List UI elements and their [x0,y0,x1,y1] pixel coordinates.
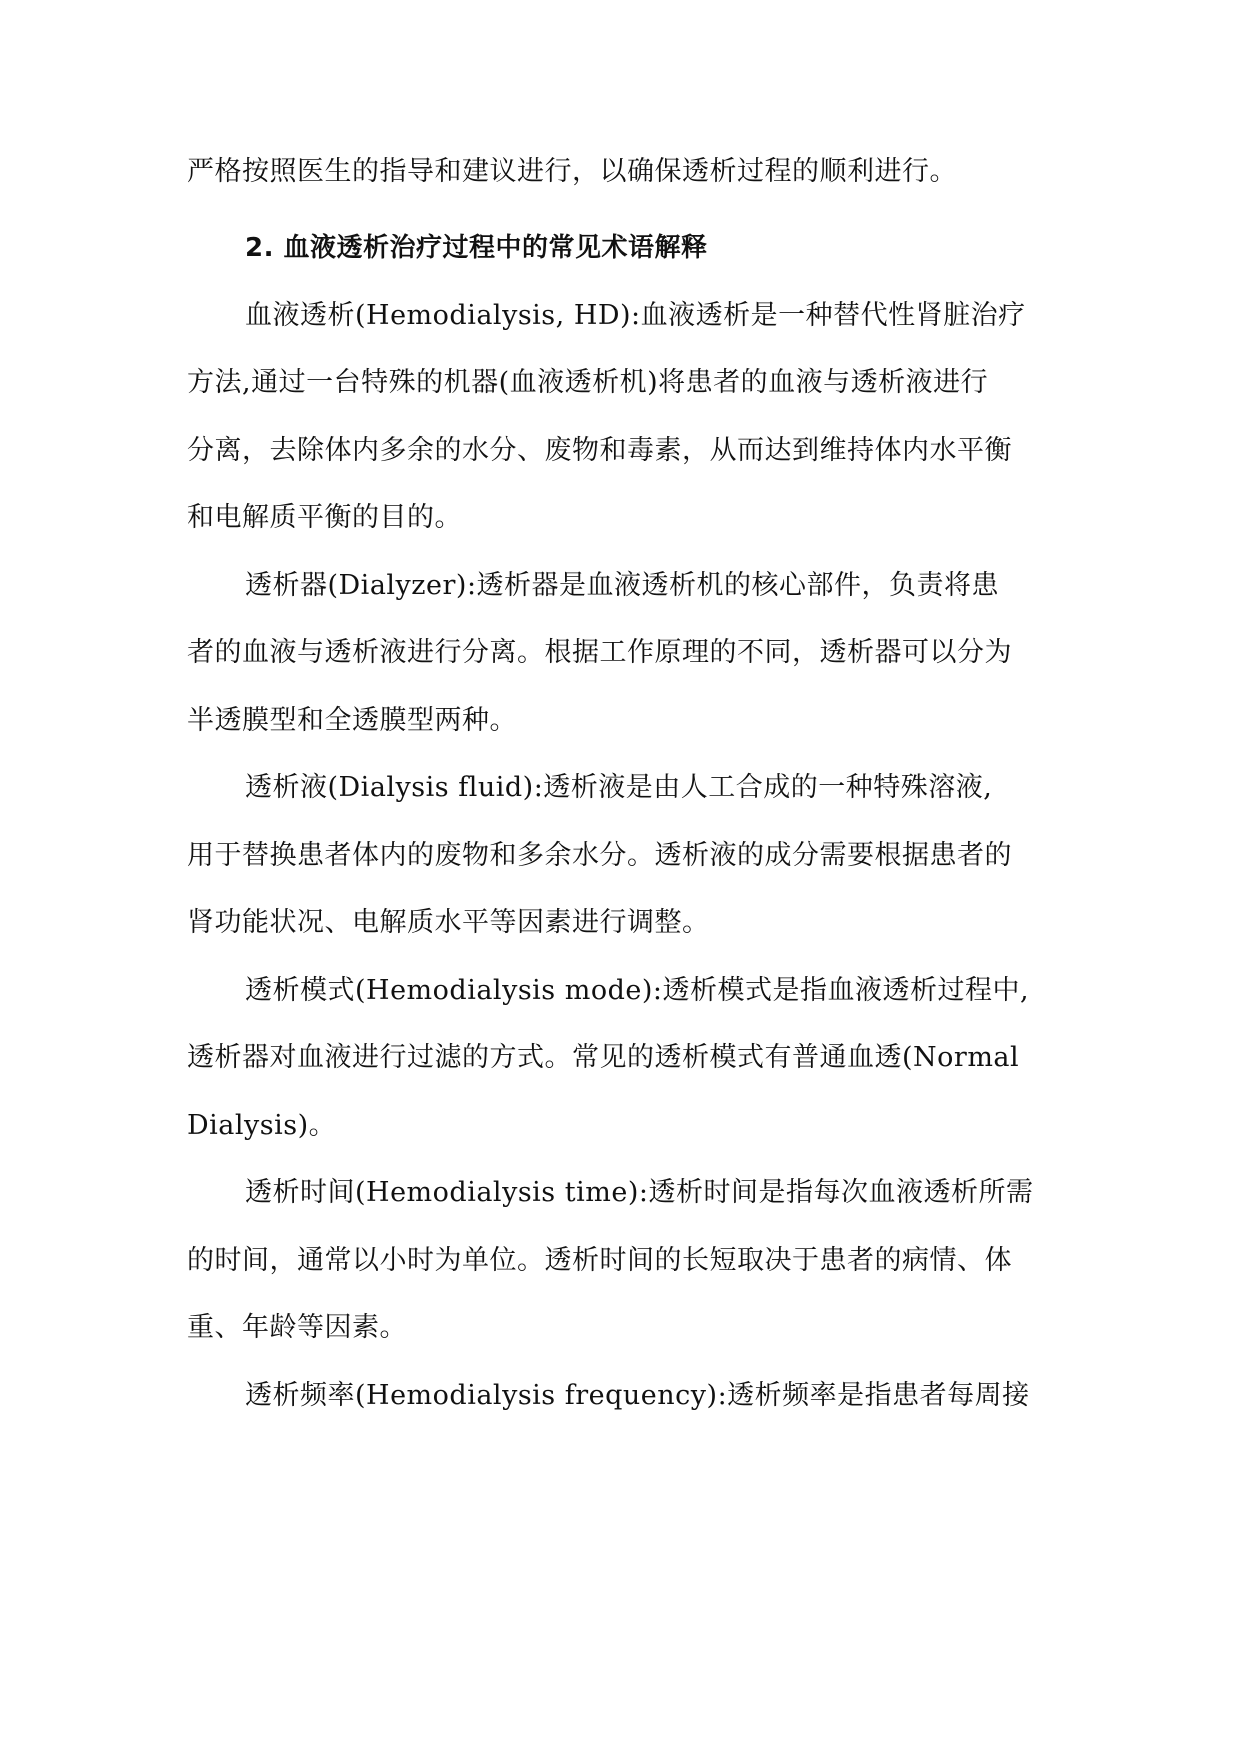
text-line: 和电解质平衡的目的。 [187,502,462,533]
text-line: 透析时间(Hemodialysis time):透析时间是指每次血液透析所需 [245,1177,1034,1208]
text-line: 分离，去除体内多余的水分、废物和毒素，从而达到维持体内水平衡 [187,435,1012,466]
section-heading: 2. 血液透析治疗过程中的常见术语解释 [245,233,708,263]
text-line: 方法,通过一台特殊的机器(血液透析机)将患者的血液与透析液进行 [187,367,989,398]
text-line: 透析液(Dialysis fluid):透析液是由人工合成的一种特殊溶液, [245,772,993,803]
text-line: 透析频率(Hemodialysis frequency):透析频率是指患者每周接 [245,1380,1030,1411]
text-line: 透析模式(Hemodialysis mode):透析模式是指血液透析过程中, [245,975,1030,1006]
text-line: 用于替换患者体内的废物和多余水分。透析液的成分需要根据患者的 [187,840,1012,871]
text-line: 血液透析(Hemodialysis, HD):血液透析是一种替代性肾脏治疗 [245,300,1026,331]
text-line: 透析器(Dialyzer):透析器是血液透析机的核心部件，负责将患 [245,570,1000,601]
text-line: 肾功能状况、电解质水平等因素进行调整。 [187,907,710,938]
text-line: 的时间，通常以小时为单位。透析时间的长短取决于患者的病情、体 [187,1245,1012,1276]
text-line: 严格按照医生的指导和建议进行，以确保透析过程的顺利进行。 [187,156,957,187]
text-line: 半透膜型和全透膜型两种。 [187,705,517,736]
text-line: 透析器对血液进行过滤的方式。常见的透析模式有普通血透(Normal [187,1042,1020,1073]
text-line: Dialysis)。 [187,1110,337,1141]
text-line: 者的血液与透析液进行分离。根据工作原理的不同，透析器可以分为 [187,637,1012,668]
text-line: 重、年龄等因素。 [187,1312,407,1343]
